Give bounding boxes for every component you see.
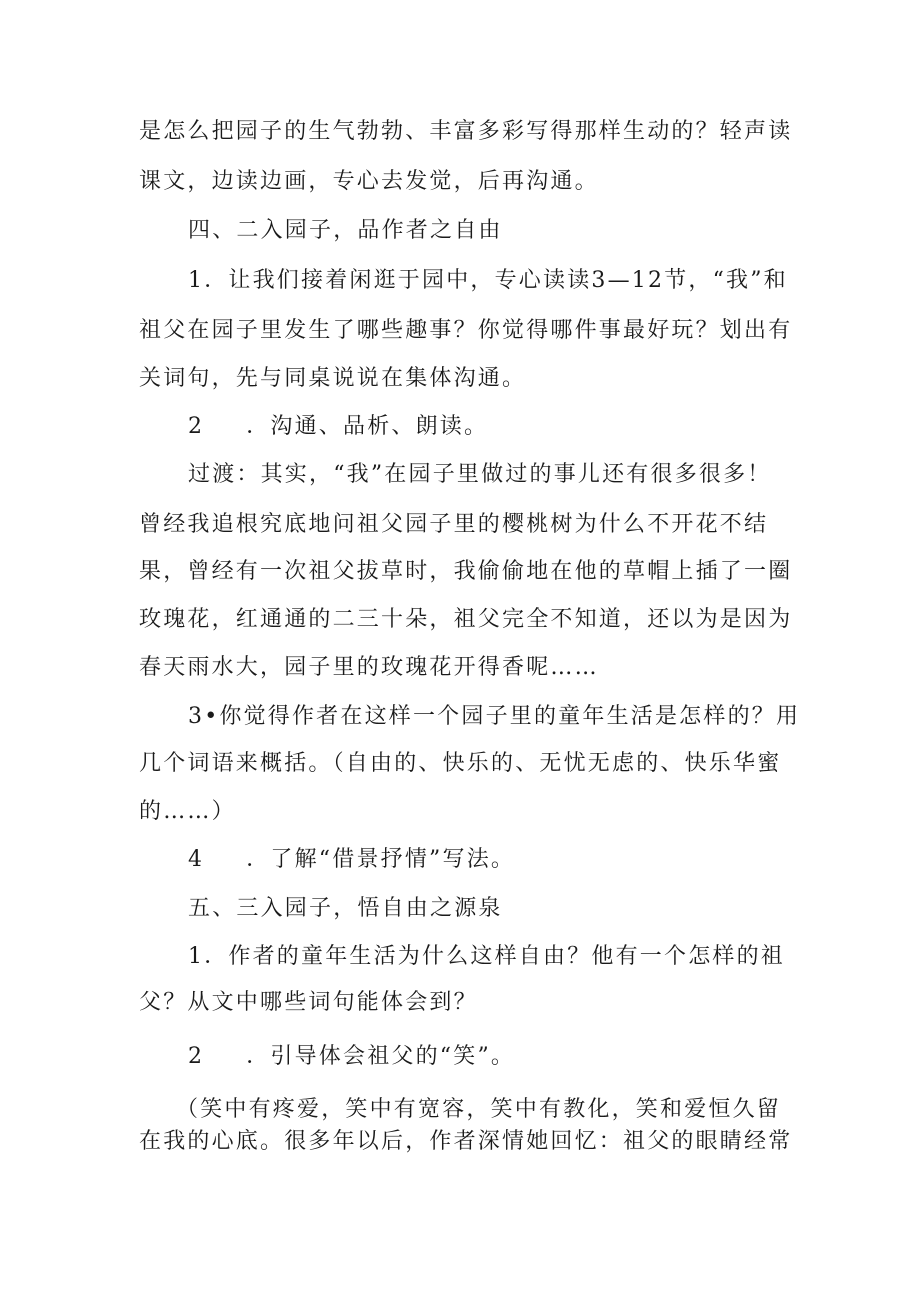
paragraph-line: 是怎么把园子的生气勃勃、丰富多彩写得那样生动的？轻声读 bbox=[139, 119, 793, 144]
section-heading: 五、三入园子，悟自由之源泉 bbox=[188, 896, 503, 921]
paragraph-line: 1．让我们接着闲逛于园中，专心读读3—12节，“我”和 bbox=[188, 268, 788, 293]
list-number: 2 bbox=[188, 1044, 205, 1069]
list-item bbox=[188, 845, 515, 875]
paragraph-line: 春天雨水大，园子里的玫瑰花开得香呢…… bbox=[139, 655, 599, 680]
paragraph-line: 在我的心底。很多年以后，作者深情她回忆：祖父的眼睛经常 bbox=[139, 1129, 793, 1154]
paragraph-line: （笑中有疼爱，笑中有宽容，笑中有教化，笑和爱恒久留 bbox=[176, 1097, 782, 1122]
paragraph-line: 果，曾经有一次祖父拔草时，我偷偷地在他的草帽上插了一圈 bbox=[139, 559, 793, 584]
paragraph-line: 祖父在园子里发生了哪些趣事？你觉得哪件事最好玩？划出有 bbox=[139, 318, 793, 343]
paragraph-line: 1．作者的童年生活为什么这样自由？他有一个怎样的祖 bbox=[188, 944, 785, 969]
paragraph-line: 3•你觉得作者在这样一个园子里的童年生活是怎样的？用 bbox=[188, 704, 801, 729]
section-heading: 四、二入园子，品作者之自由 bbox=[188, 218, 503, 243]
list-number: 2 bbox=[188, 414, 205, 439]
list-text: ．沟通、品析、朗读。 bbox=[246, 414, 489, 439]
list-text: ．引导体会祖父的“笑”。 bbox=[246, 1044, 516, 1069]
paragraph-line: 关词句，先与同桌说说在集体沟通。 bbox=[139, 366, 527, 391]
paragraph-line: 几个词语来概括。（自由的、快乐的、无忧无虑的、快乐华蜜 bbox=[139, 751, 782, 776]
list-number: 4 bbox=[188, 847, 205, 872]
list-text: ．了解“借景抒情”写法。 bbox=[246, 847, 516, 872]
paragraph-line: 曾经我追根究底地问祖父园子里的樱桃树为什么不开花不结 bbox=[139, 512, 769, 537]
list-item bbox=[188, 412, 488, 442]
paragraph-line: 课文，边读边画，专心去发觉，后再沟通。 bbox=[139, 169, 599, 194]
paragraph-line: 的……） bbox=[139, 799, 236, 824]
paragraph-line: 玫瑰花，红通通的二三十朵，祖父完全不知道，还以为是因为 bbox=[139, 607, 793, 632]
list-item bbox=[188, 1042, 515, 1072]
paragraph-line: 父？从文中哪些词句能体会到？ bbox=[139, 990, 478, 1015]
paragraph-line: 过渡：其实，“我”在园子里做过的事儿还有很多很多！ bbox=[188, 462, 772, 487]
